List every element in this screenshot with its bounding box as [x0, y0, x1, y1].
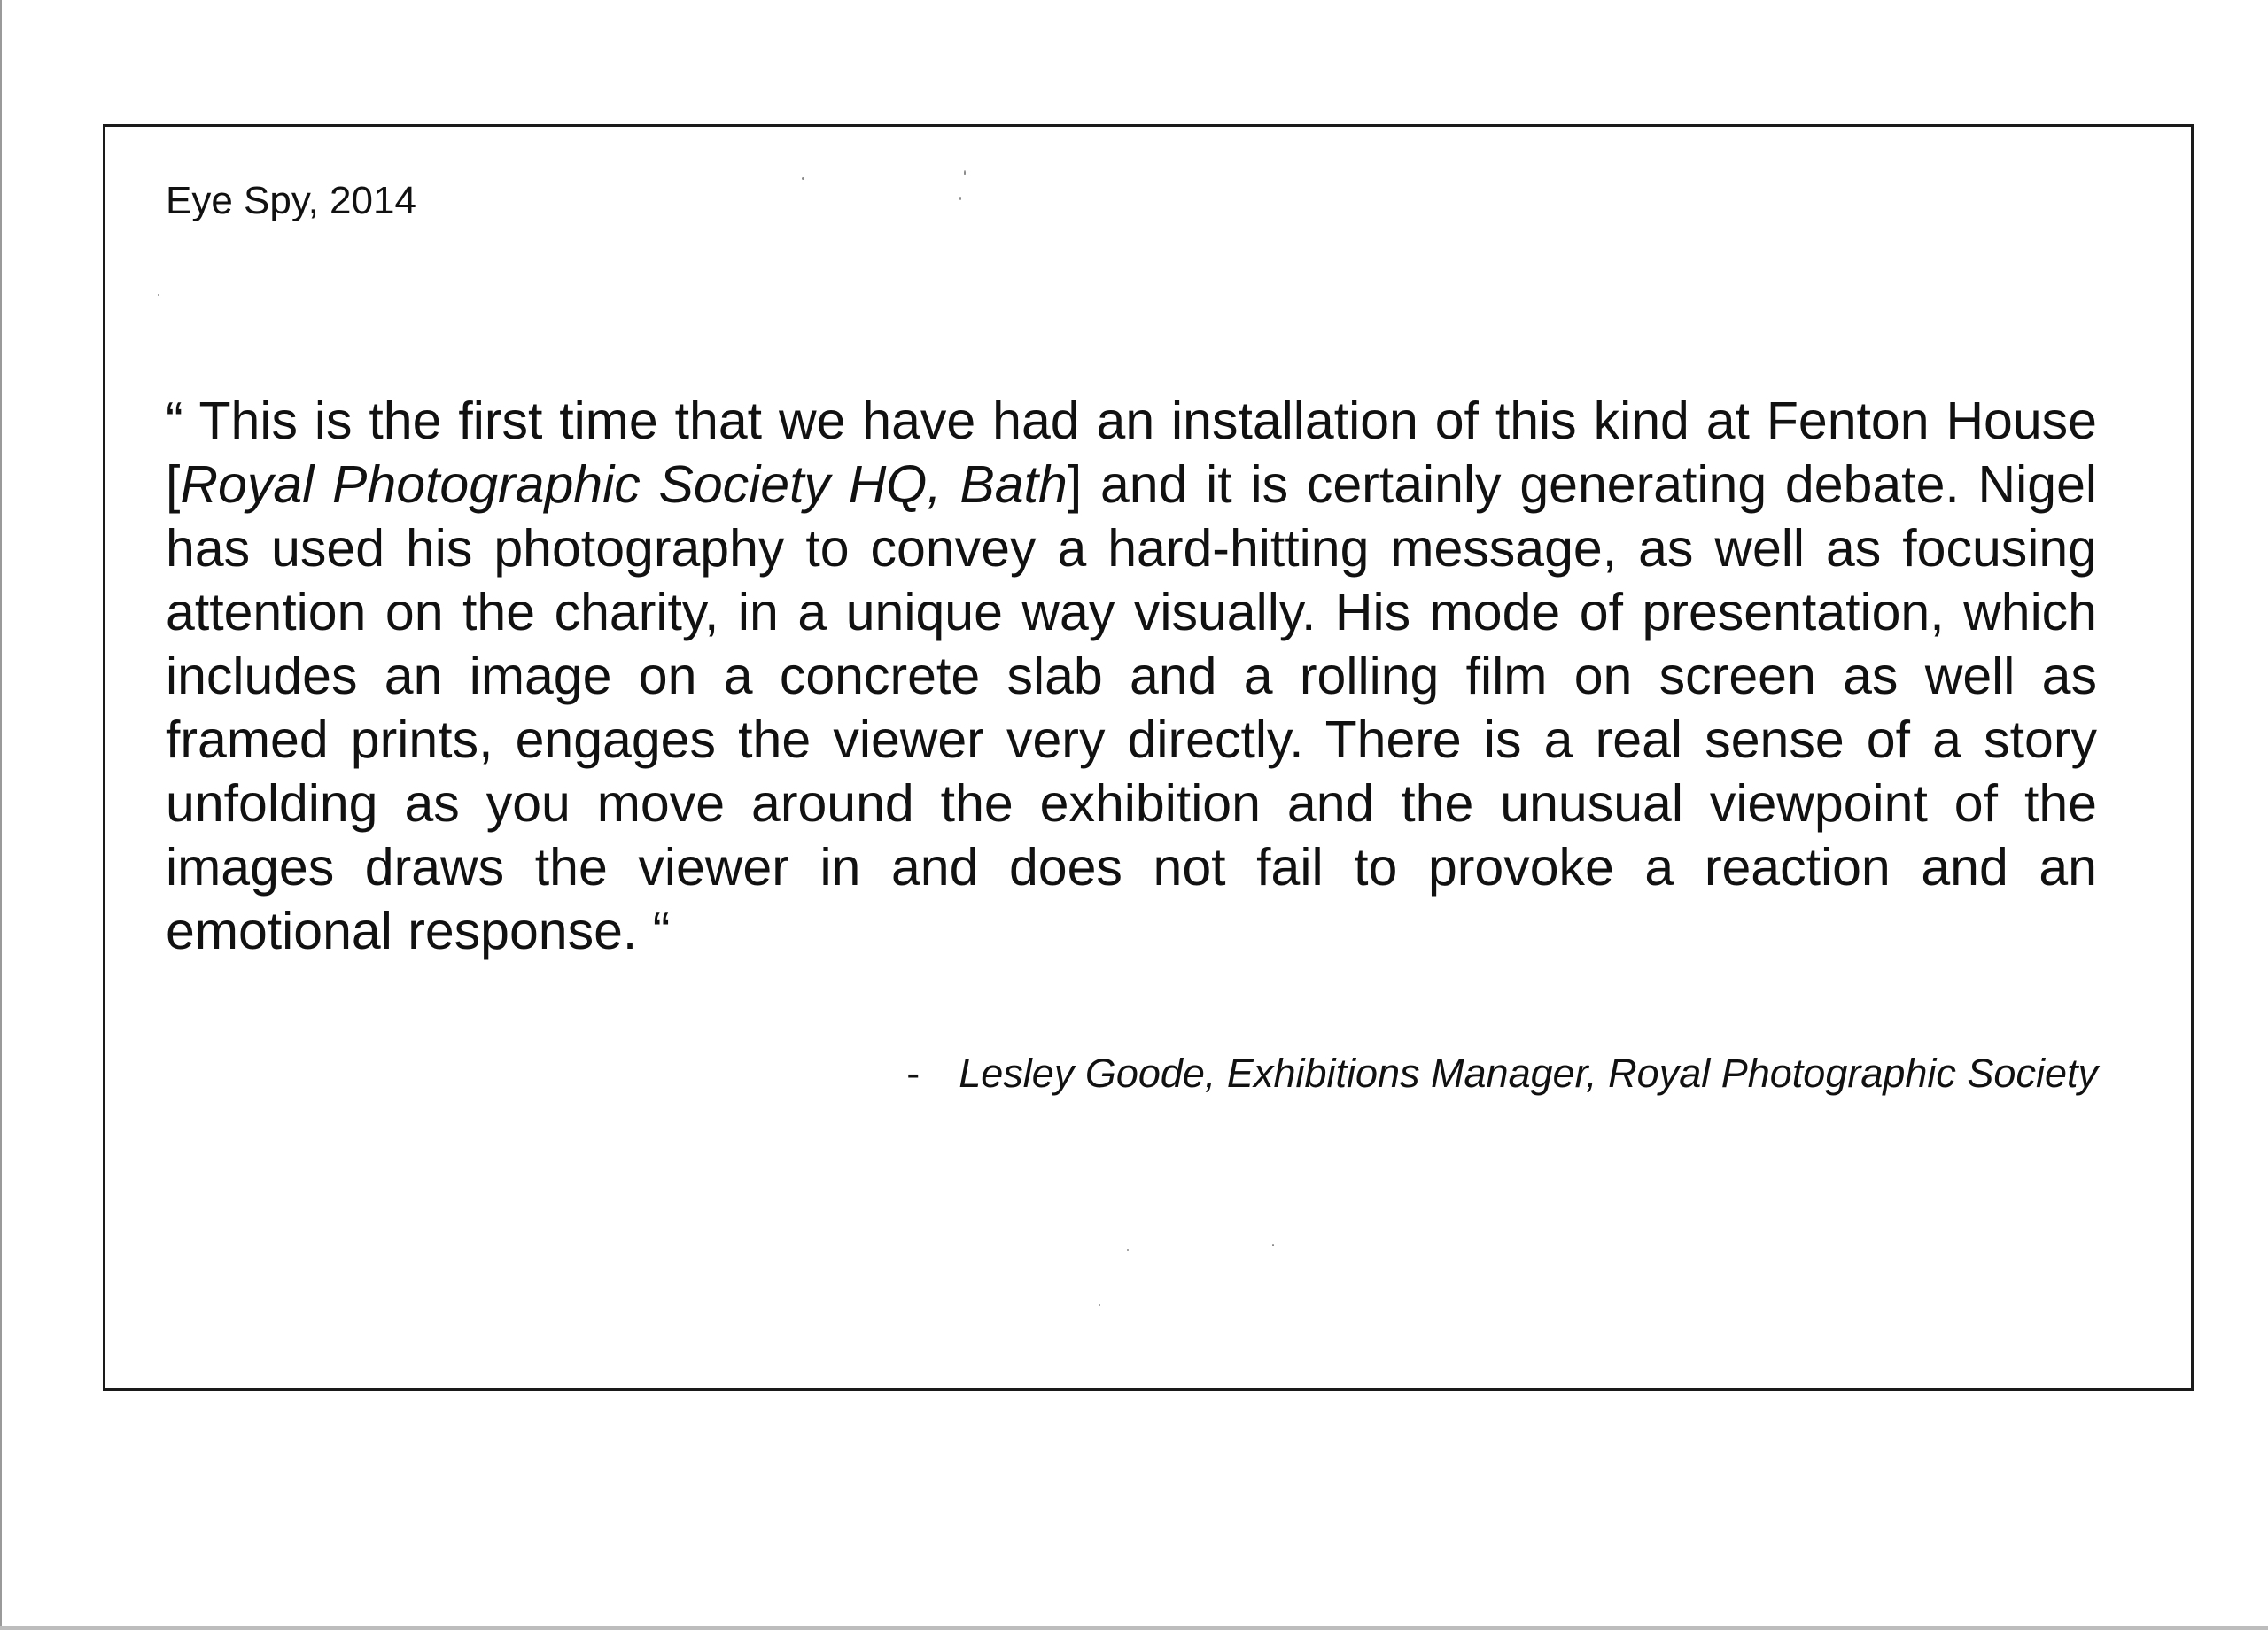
quote-part-1: This is the first time that we have had an installation of this kind at Fenton House [	[166, 392, 2097, 514]
quote-part-2: ] and it is certainly generating debate. Nigel has used his photography to convey a hard-hitting message, as well as focusing attention on the charity, in a unique way visually. His mode of presentation, which includes an image on a concrete slab and a rolling film on screen as well as framed prints, engages the viewer very directly. There is a real sense of a story unfolding as you move around the exhibition and the unusual viewpoint of the images draws the viewer in and does not fail to provoke a reaction and an emotional response.	[166, 455, 2098, 960]
card-title: Eye Spy, 2014	[166, 179, 416, 222]
scan-speck	[964, 170, 966, 175]
scan-speck	[1272, 1244, 1274, 1246]
scan-speck	[1099, 1304, 1100, 1306]
quote-italic-place: Royal Photographic Society HQ, Bath	[180, 455, 1068, 514]
attribution-text: Lesley Goode, Exhibitions Manager, Royal Photographic Society	[959, 1051, 2098, 1096]
scan-speck	[1127, 1249, 1129, 1251]
scan-speck	[959, 197, 961, 200]
scan-speck	[158, 294, 159, 296]
quote-card-frame	[103, 124, 2194, 1391]
page-edge-left	[0, 0, 2, 1630]
attribution	[906, 1050, 2098, 1098]
scan-speck	[802, 177, 804, 180]
quote-text	[166, 389, 2097, 963]
page-edge-bottom	[0, 1626, 2268, 1630]
quote-close-mark: “	[637, 902, 671, 960]
quote-open-mark: “	[166, 392, 199, 450]
attribution-dash: -	[906, 1051, 920, 1096]
